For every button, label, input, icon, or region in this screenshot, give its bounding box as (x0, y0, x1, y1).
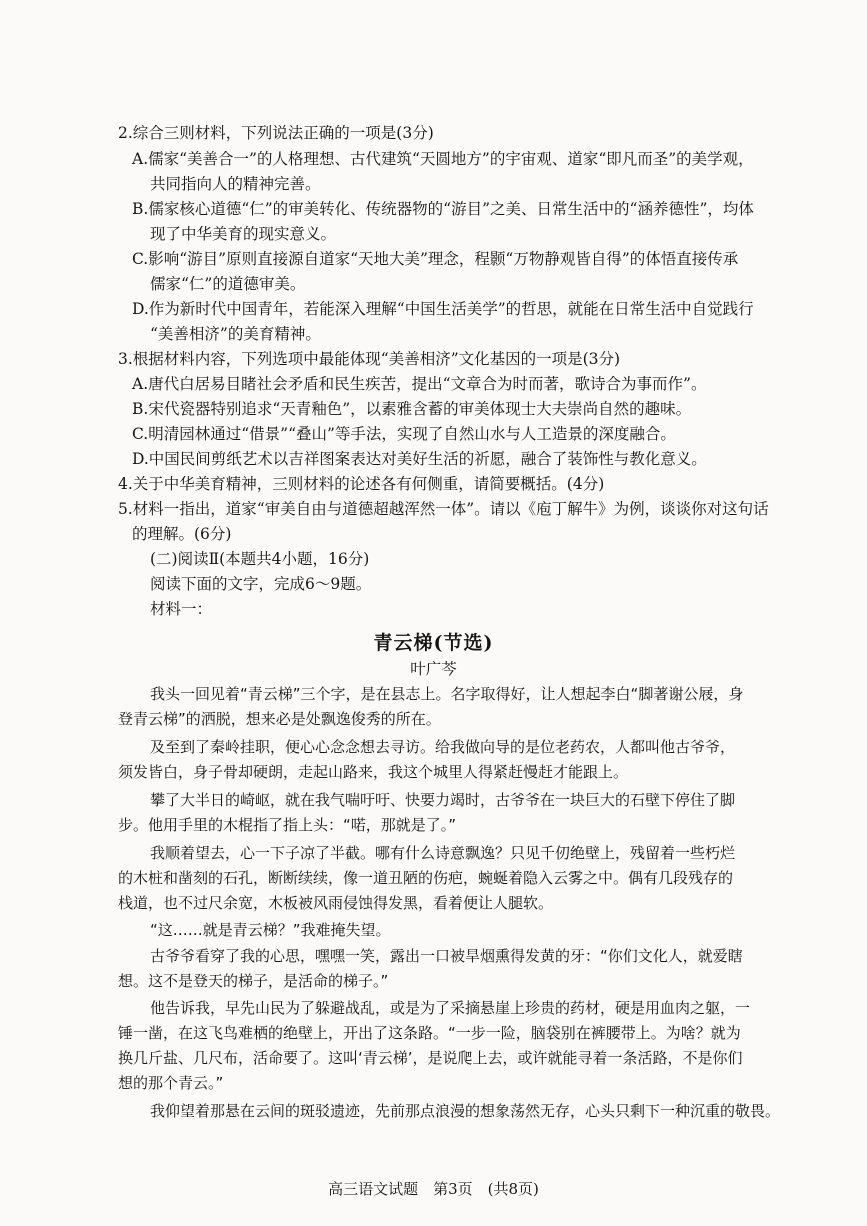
q5-stem-line1: 5.材料一指出，道家“审美自由与道德超越浑然一体”。请以《庖丁解牛》为例，谈谈你对这句话 (118, 500, 769, 518)
q2-option-b-line1: B.儒家核心道德“仁”的审美转化、传统器物的“游目”之美、日常生活中的“涵养德性”，均体 (132, 200, 754, 218)
q2-stem: 2.综合三则材料，下列说法正确的一项是(3分) (118, 124, 434, 142)
article-paragraph-6-line1: 古爷爷看穿了我的心思，嘿嘿一笑，露出一口被旱烟熏得发黄的牙：“你们文化人，就爱瞎 (150, 947, 743, 965)
q2-option-b-line2: 现了中华美育的现实意义。 (150, 225, 337, 243)
q3-stem: 3.根据材料内容，下列选项中最能体现“美善相济”文化基因的一项是(3分) (118, 350, 621, 368)
q5-stem-line2: 的理解。(6分) (132, 525, 232, 543)
article-paragraph-3-line2: 步。他用手里的木棍指了指上头：“喏，那就是了。” (118, 816, 457, 834)
page-footer: 高三语文试题 第3页 (共8页) (328, 1180, 539, 1198)
article-paragraph-5: “这……就是青云梯？”我难掩失望。 (150, 921, 391, 939)
article-paragraph-6-line2: 想。这不是登天的梯子，是活命的梯子。” (118, 972, 389, 990)
material-label: 材料一： (150, 600, 213, 618)
q2-option-a-line2: 共同指向人的精神完善。 (150, 175, 321, 193)
section-heading: (二)阅读Ⅱ(本题共4小题，16分) (150, 550, 370, 568)
article-paragraph-7-line3: 换几斤盐、几尺布，活命要了。这叫‘青云梯’，是说爬上去，或许就能寻着一条活路，不是你们 (118, 1049, 743, 1067)
q2-option-c-line1: C.影响“游目”原则直接源自道家“天地大美”理念，程颢“万物静观皆自得”的体悟直接传承 (132, 250, 739, 268)
article-paragraph-4-line2: 的木桩和凿刻的石孔，断断续续，像一道丑陋的伤疤，蜿蜒着隐入云雾之中。偶有几段残存的 (118, 869, 734, 887)
q2-option-d-line1: D.作为新时代中国青年，若能深入理解“中国生活美学”的哲思，就能在日常生活中自觉践行 (132, 300, 754, 318)
q3-option-a: A.唐代白居易目睹社会矛盾和民生疾苦，提出“文章合为时而著，歌诗合为事而作”。 (132, 375, 707, 393)
article-paragraph-1-line1: 我头一回见着“青云梯”三个字，是在县志上。名字取得好，让人想起李白“脚著谢公屐，身 (150, 685, 744, 703)
section-instruction: 阅读下面的文字，完成6～9题。 (150, 575, 372, 593)
article-paragraph-1-line2: 登青云梯”的洒脱，想来必是处飘逸俊秀的所在。 (118, 710, 441, 728)
article-paragraph-8: 我仰望着那悬在云间的斑驳遗迹，先前那点浪漫的想象荡然无存，心头只剩下一种沉重的敬畏。 (150, 1102, 781, 1120)
article-title: 青云梯(节选) (373, 632, 494, 654)
q3-option-d: D.中国民间剪纸艺术以吉祥图案表达对美好生活的祈愿，融合了装饰性与教化意义。 (132, 450, 707, 468)
q2-option-a-line1: A.儒家“美善合一”的人格理想、古代建筑“天圆地方”的宇宙观、道家“即凡而圣”的美学观， (132, 150, 754, 168)
article-paragraph-3-line1: 攀了大半日的崎岖，就在我气喘吁吁、快要力竭时，古爷爷在一块巨大的石壁下停住了脚 (150, 791, 736, 809)
q4-stem: 4.关于中华美育精神，三则材料的论述各有何侧重，请简要概括。(4分) (118, 475, 605, 493)
article-paragraph-7-line1: 他告诉我，早先山民为了躲避战乱，或是为了采摘悬崖上珍贵的药材，硬是用血肉之躯，一 (150, 999, 751, 1017)
q2-option-c-line2: 儒家“仁”的道德审美。 (150, 275, 306, 293)
article-paragraph-4-line3: 栈道，也不过尺余宽，木板被风雨侵蚀得发黑，看着便让人腿软。 (118, 894, 554, 912)
article-author: 叶广芩 (410, 660, 457, 678)
article-paragraph-4-line1: 我顺着望去，心一下子凉了半截。哪有什么诗意飘逸？只见千仞绝壁上，残留着一些朽烂 (150, 844, 736, 862)
article-paragraph-2-line1: 及至到了秦岭挂职，便心心念念想去寻访。给我做向导的是位老药农，人都叫他古爷爷， (150, 738, 736, 756)
q2-option-d-line2: “美善相济”的美育精神。 (150, 325, 321, 343)
article-paragraph-7-line4: 想的那个青云。” (118, 1074, 224, 1092)
article-paragraph-7-line2: 锤一凿，在这飞鸟难栖的绝壁上，开出了这条路。“一步一险，脑袋别在裤腰带上。为啥？就为 (118, 1024, 741, 1042)
q3-option-b: B.宋代瓷器特别追求“天青釉色”，以素雅含蓄的审美体现士大夫崇尚自然的趣味。 (132, 400, 692, 418)
q3-option-c: C.明清园林通过“借景”“叠山”等手法，实现了自然山水与人工造景的深度融合。 (132, 425, 676, 443)
article-paragraph-2-line2: 须发皆白，身子骨却硬朗，走起山路来，我这个城里人得紧赶慢赶才能跟上。 (118, 763, 629, 781)
